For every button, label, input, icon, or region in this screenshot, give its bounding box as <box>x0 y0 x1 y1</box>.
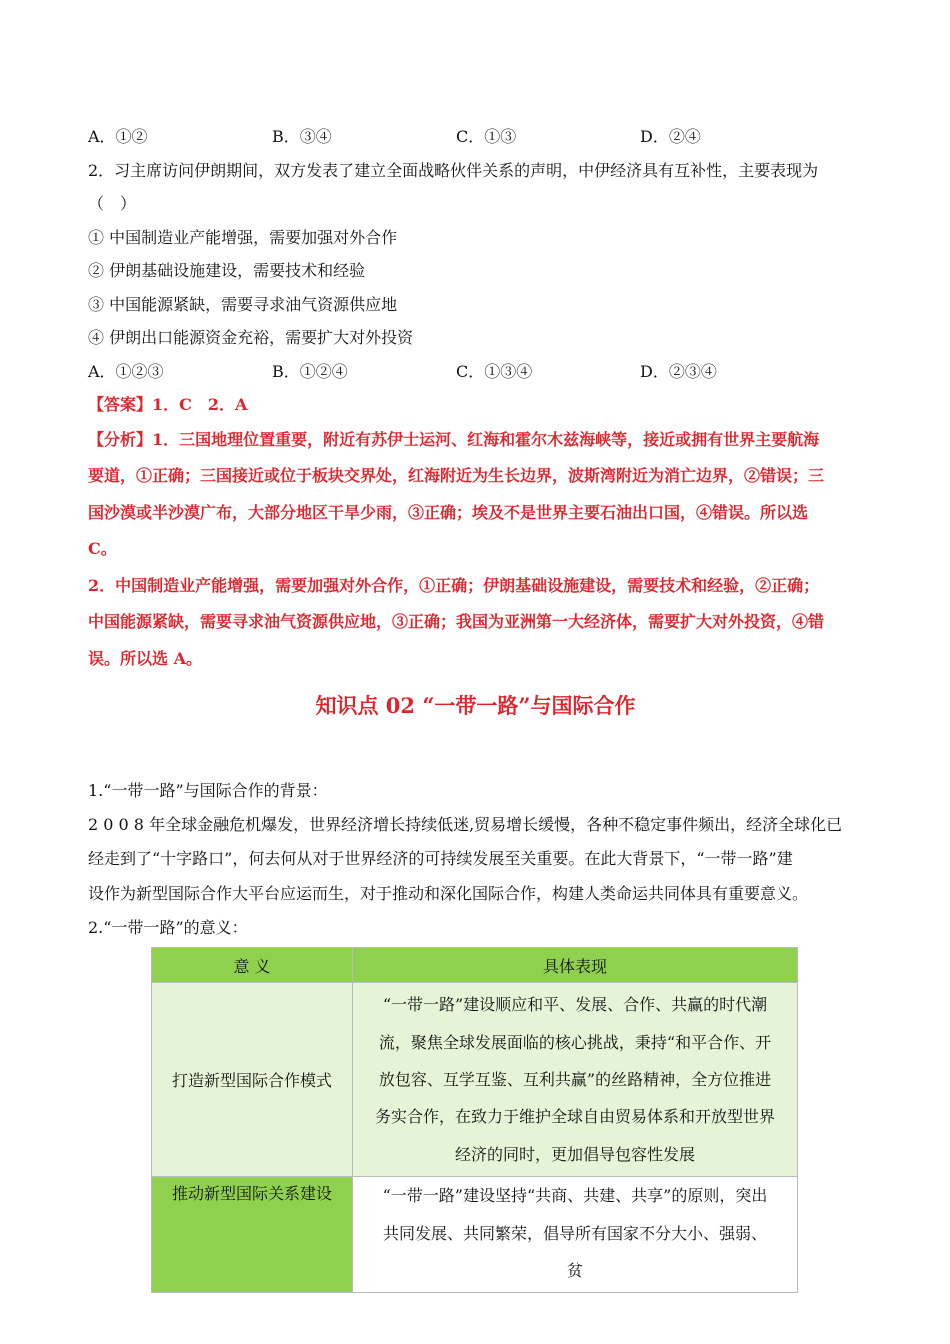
meaning-table <box>151 947 798 1293</box>
table-row <box>152 983 798 1177</box>
document-page <box>88 120 863 1293</box>
detail-line: 流，聚焦全球发展面临的核心挑战，秉持“和平合作、开 <box>378 1032 772 1052</box>
analysis-block <box>88 422 863 678</box>
q1-option-a: A．①② <box>88 127 148 146</box>
spacer <box>88 726 863 774</box>
q1-options <box>88 120 863 154</box>
analysis-line: 要道，①正确；三国接近或位于板块交界处，红海附近为生长边界，波斯湾附近为消亡边界，②错误；三 <box>88 466 825 486</box>
detail-line: 务实合作，在致力于维护全球自由贸易体系和开放型世界 <box>374 1107 775 1127</box>
section-title: 知识点 02 “一带一路”与国际合作 <box>315 692 636 718</box>
answer-line: 【答案】1．C 2．A <box>88 395 248 414</box>
q2-stem: 2．习主席访问伊朗期间，双方发表了建立全面战略伙伴关系的声明，中伊经济具有互补性，主要表现为 <box>88 160 819 180</box>
q2-item-2: ② 伊朗基础设施建设，需要技术和经验 <box>88 261 366 280</box>
table-row <box>152 1177 798 1293</box>
analysis-line: 误。所以选 A。 <box>88 649 202 669</box>
background-line: 经走到了“十字路口”，何去何从对于世界经济的可持续发展至关重要。在此大背景下，“一带一路”建 <box>88 849 793 869</box>
detail-line: 经济的同时，更加倡导包容性发展 <box>454 1144 695 1164</box>
q1-option-d: D．②④ <box>640 127 701 146</box>
analysis-line: 2．中国制造业产能增强，需要加强对外合作，①正确；伊朗基础设施建设，需要技术和经验，②正确； <box>88 575 820 595</box>
q2-item-1: ① 中国制造业产能增强，需要加强对外合作 <box>88 227 398 247</box>
q2-option-a: A．①②③ <box>88 361 164 381</box>
analysis-line: 中国能源紧缺，需要寻求油气资源供应地，③正确；我国为亚洲第一大经济体，需要扩大对外投资，④错 <box>88 612 825 632</box>
analysis-line: 国沙漠或半沙漠广布，大部分地区干旱少雨，③正确；埃及不是世界主要石油出口国，④错误。所以选 <box>88 502 809 522</box>
q1-option-c: C．①③ <box>456 127 517 146</box>
meaning-title: 2.“一带一路”的意义： <box>88 917 248 937</box>
analysis-line: 【分析】1．三国地理位置重要，附近有苏伊士运河、红海和霍尔木兹海峡等，接近或拥有世界主要航海 <box>88 429 820 449</box>
detail-line: 放包容、互学互鉴、互利共赢”的丝路精神，全方位推进 <box>378 1069 772 1089</box>
header-details: 具体表现 <box>353 948 798 983</box>
q2-item-3: ③ 中国能源紧缺，需要寻求油气资源供应地 <box>88 294 398 314</box>
detail-line: “一带一路”建设顺应和平、发展、合作、共赢的时代潮 <box>382 995 768 1015</box>
background-title: 1.“一带一路”与国际合作的背景： <box>88 780 328 800</box>
header-meaning: 意 义 <box>152 948 353 983</box>
row-name: 推动新型国际关系建设 <box>152 1177 353 1293</box>
background-line: 2 0 0 8 年全球金融危机爆发，世界经济增长持续低迷,贸易增长缓慢，各种不稳定事件频出，经济全球化已 <box>88 814 843 834</box>
q2-option-c: C．①③④ <box>456 361 533 381</box>
row-details <box>353 983 798 1177</box>
detail-line: 共同发展、共同繁荣，倡导所有国家不分大小、强弱、贫 <box>382 1223 767 1280</box>
analysis-line: C。 <box>88 539 117 559</box>
row-details <box>353 1177 798 1293</box>
q2-item-4: ④ 伊朗出口能源资金充裕，需要扩大对外投资 <box>88 328 414 347</box>
q2-options <box>88 355 863 389</box>
background-block <box>88 774 863 945</box>
detail-line: “一带一路”建设坚持“共商、共建、共享”的原则，突出 <box>382 1186 768 1206</box>
table-header-row <box>152 948 798 983</box>
q2-blank: （ ） <box>88 194 137 213</box>
row-name: 打造新型国际合作模式 <box>152 983 353 1177</box>
q1-option-b: B．③④ <box>272 127 332 146</box>
q2-option-d: D．②③④ <box>640 361 717 381</box>
background-line: 设作为新型国际合作大平台应运而生，对于推动和深化国际合作，构建人类命运共同体具有重要意义。 <box>88 883 809 903</box>
q2-option-b: B．①②④ <box>272 361 348 381</box>
